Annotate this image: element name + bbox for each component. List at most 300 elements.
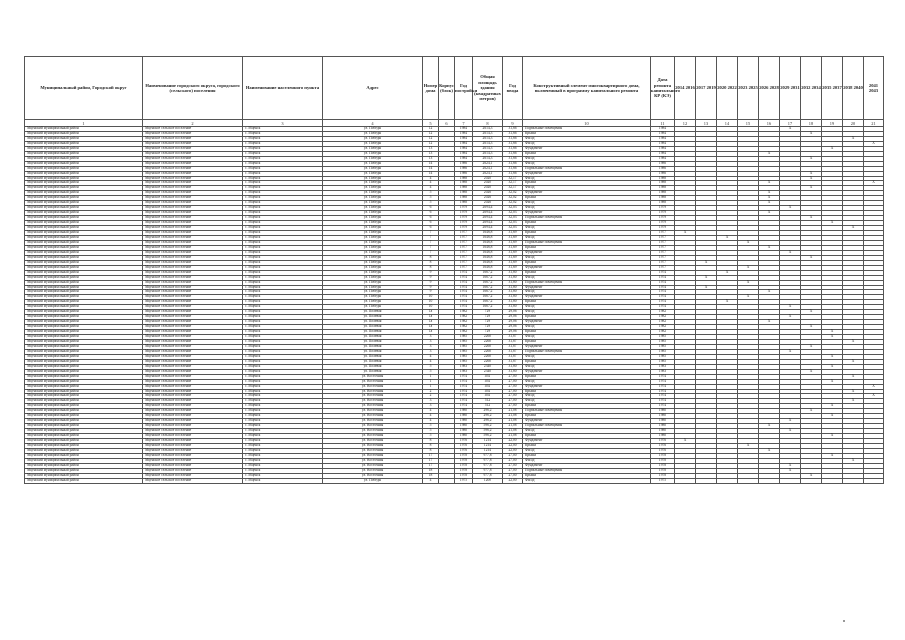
column-header: Наименование городского округа, городского (сельского) поселения bbox=[143, 57, 243, 120]
table-cell: ул. Восточная bbox=[323, 419, 423, 424]
table-cell: 17 bbox=[423, 453, 439, 458]
table-cell: 1976 bbox=[455, 448, 473, 453]
table-cell: Мценское сельское поселение bbox=[143, 186, 243, 191]
table-cell: 729 bbox=[473, 330, 503, 335]
table-cell: 32,17 bbox=[503, 181, 523, 186]
table-cell: Крыша bbox=[523, 260, 651, 265]
table-cell: 31,66 bbox=[503, 171, 523, 176]
table-cell: ул. Победы bbox=[323, 290, 423, 295]
table-cell: Мценский муниципальный район bbox=[25, 453, 143, 458]
year-mark-cell bbox=[822, 478, 843, 483]
table-cell: 27,00 bbox=[503, 473, 523, 478]
table-cell: Крыша bbox=[523, 245, 651, 250]
table-cell: 1985 bbox=[651, 335, 675, 340]
table-cell: 1974 bbox=[455, 384, 473, 389]
table-cell: Мценский муниципальный район bbox=[25, 389, 143, 394]
table-cell: с. Мценск bbox=[243, 330, 323, 335]
table-cell: Мценский муниципальный район bbox=[25, 473, 143, 478]
table-cell: Фундамент bbox=[523, 320, 651, 325]
table-cell: с. Мценск bbox=[243, 315, 323, 320]
table-cell: 5 bbox=[423, 424, 439, 429]
table-cell: 2614,3 bbox=[473, 127, 503, 132]
table-cell: 1984 bbox=[455, 146, 473, 151]
table-cell: 2020 bbox=[473, 181, 503, 186]
table-cell: Мценский муниципальный район bbox=[25, 458, 143, 463]
table-cell: ул. Победы bbox=[323, 176, 423, 181]
table-cell: Мценский муниципальный район bbox=[25, 354, 143, 359]
table-cell: 1979 bbox=[651, 221, 675, 226]
table-cell: Крыша bbox=[523, 330, 651, 335]
table-cell: ул. Восточная bbox=[323, 394, 423, 399]
table-cell: с. Мценск bbox=[243, 349, 323, 354]
table-cell: Мценское сельское поселение bbox=[143, 275, 243, 280]
table-cell: 1974 bbox=[651, 285, 675, 290]
table-cell: с. Мценск bbox=[243, 255, 323, 260]
table-cell: Мценское сельское поселение bbox=[143, 339, 243, 344]
table-cell: 1974 bbox=[651, 300, 675, 305]
column-number: 4 bbox=[323, 120, 423, 127]
table-cell: 1985 bbox=[455, 344, 473, 349]
table-cell: с. Мценск bbox=[243, 359, 323, 364]
table-cell: 1984 bbox=[455, 131, 473, 136]
table-cell: 2340 bbox=[473, 369, 503, 374]
table-cell: ул. Победы bbox=[323, 221, 423, 226]
table-cell: Фасад bbox=[523, 206, 651, 211]
table-cell: 1978 bbox=[455, 458, 473, 463]
column-header: Корпус (блок) bbox=[439, 57, 455, 120]
table-cell: 5 bbox=[423, 364, 439, 369]
table-cell: 21,08 bbox=[503, 424, 523, 429]
table-cell: 8 bbox=[423, 448, 439, 453]
table-cell: Мценский муниципальный район bbox=[25, 463, 143, 468]
table-cell: ул. Победы bbox=[323, 245, 423, 250]
table-cell: ул. Победы bbox=[323, 265, 423, 270]
table-cell: 1а bbox=[423, 310, 439, 315]
table-cell: 2614,3 bbox=[473, 156, 503, 161]
table-cell: с. Мценск bbox=[243, 231, 323, 236]
table-cell: 1974 bbox=[455, 394, 473, 399]
table-cell: Мценский муниципальный район bbox=[25, 245, 143, 250]
table-cell: 1667,2 bbox=[473, 285, 503, 290]
table-cell: 1980 bbox=[455, 409, 473, 414]
table-cell: 1984 bbox=[651, 151, 675, 156]
table-cell: ул. Полевая bbox=[323, 359, 423, 364]
table-cell: 21,08 bbox=[503, 434, 523, 439]
table-cell: 1974 bbox=[651, 275, 675, 280]
table-cell: Мценский муниципальный район bbox=[25, 414, 143, 419]
table-cell: Фундамент bbox=[523, 344, 651, 349]
table-cell: 1975 bbox=[455, 478, 473, 483]
table-cell: 2614,3 bbox=[473, 136, 503, 141]
table-cell: 1974 bbox=[651, 305, 675, 310]
table-cell: 1646,8 bbox=[473, 240, 503, 245]
table-cell: 1980 bbox=[651, 424, 675, 429]
year-mark-cell bbox=[864, 478, 884, 483]
table-cell: 31,69 bbox=[503, 255, 523, 260]
table-cell: с. Мценск bbox=[243, 453, 323, 458]
table-cell: ул. Победы bbox=[323, 255, 423, 260]
table-cell: 27,00 bbox=[503, 399, 523, 404]
table-cell: Мценское сельское поселение bbox=[143, 419, 243, 424]
table-cell: 1974 bbox=[651, 389, 675, 394]
table-cell: 18 bbox=[423, 468, 439, 473]
table-cell: 14 bbox=[423, 171, 439, 176]
table-cell: Мценский муниципальный район bbox=[25, 404, 143, 409]
table-cell: Крыша bbox=[523, 374, 651, 379]
table-cell: 1974 bbox=[651, 280, 675, 285]
table-cell: 1667,2 bbox=[473, 290, 503, 295]
table-cell: ул. Победы bbox=[323, 146, 423, 151]
table-cell: 296,2 bbox=[473, 419, 503, 424]
table-cell: Крыша bbox=[523, 231, 651, 236]
table-cell: 2 bbox=[423, 394, 439, 399]
table-cell: Мценский муниципальный район bbox=[25, 196, 143, 201]
table-cell: Крыша bbox=[523, 389, 651, 394]
table-cell: Мценское сельское поселение bbox=[143, 211, 243, 216]
table-cell: 1646,8 bbox=[473, 260, 503, 265]
column-number: 11 bbox=[651, 120, 675, 127]
column-header: 2035 2037 bbox=[822, 57, 843, 120]
table-cell: 31,66 bbox=[503, 136, 523, 141]
table-cell: с. Мценск bbox=[243, 305, 323, 310]
table-cell: 1984 bbox=[651, 127, 675, 132]
table-cell: ул. Победы bbox=[323, 131, 423, 136]
column-header: Адрес bbox=[323, 57, 423, 120]
table-cell: Мценское сельское поселение bbox=[143, 439, 243, 444]
table-cell: Крыша bbox=[523, 339, 651, 344]
table-cell: ул. Восточная bbox=[323, 414, 423, 419]
table-cell: 492 bbox=[473, 379, 503, 384]
table-cell: Мценское сельское поселение bbox=[143, 255, 243, 260]
table-cell: Мценское сельское поселение bbox=[143, 196, 243, 201]
table-cell: 1984 bbox=[455, 141, 473, 146]
table-cell: Фасад bbox=[523, 364, 651, 369]
table-cell: 1214 bbox=[473, 444, 503, 449]
table-cell: 13 bbox=[423, 151, 439, 156]
table-cell: Мценское сельское поселение bbox=[143, 399, 243, 404]
year-mark-cell: X bbox=[864, 141, 884, 146]
table-cell: ул. Полевая bbox=[323, 330, 423, 335]
table-cell: Мценский муниципальный район bbox=[25, 171, 143, 176]
table-cell: Фундамент bbox=[523, 265, 651, 270]
table-cell: 32,03 bbox=[503, 206, 523, 211]
table-cell: ул. Восточная bbox=[323, 463, 423, 468]
table-cell: 1974 bbox=[455, 290, 473, 295]
table-cell: Мценское сельское поселение bbox=[143, 473, 243, 478]
table-cell: 29,06 bbox=[503, 315, 523, 320]
table-cell: 1984 bbox=[455, 127, 473, 132]
table-cell: Мценское сельское поселение bbox=[143, 379, 243, 384]
column-number: 10 bbox=[523, 120, 651, 127]
year-mark-cell: X bbox=[822, 414, 843, 419]
table-cell: Подвальные помещения bbox=[523, 127, 651, 132]
table-cell: ул. Победы bbox=[323, 216, 423, 221]
table-cell: 492 bbox=[473, 389, 503, 394]
table-cell: 1982 bbox=[651, 310, 675, 315]
table-cell: Мценское сельское поселение bbox=[143, 429, 243, 434]
table-cell: 1980 bbox=[455, 414, 473, 419]
table-cell: 1978 bbox=[651, 463, 675, 468]
table-cell: Мценское сельское поселение bbox=[143, 136, 243, 141]
table-cell: 1а bbox=[423, 325, 439, 330]
table-cell: Мценское сельское поселение bbox=[143, 344, 243, 349]
table-cell: Крыша bbox=[523, 221, 651, 226]
table-cell: 1982 bbox=[651, 315, 675, 320]
table-cell: с. Мценск bbox=[243, 458, 323, 463]
table-cell: 1979 bbox=[651, 211, 675, 216]
table-cell: 2614,3 bbox=[473, 146, 503, 151]
year-mark-cell bbox=[738, 478, 759, 483]
table-cell: 31,80 bbox=[503, 369, 523, 374]
year-mark-cell: X bbox=[801, 409, 822, 414]
table-cell: 1 bbox=[423, 379, 439, 384]
table-cell: ул. Победы bbox=[323, 280, 423, 285]
table-cell: Мценский муниципальный район bbox=[25, 255, 143, 260]
table-cell: Мценское сельское поселение bbox=[143, 414, 243, 419]
table-cell: Фундамент bbox=[523, 146, 651, 151]
table-cell: 1985 bbox=[651, 344, 675, 349]
year-mark-cell: X bbox=[801, 325, 822, 330]
year-mark-cell: X bbox=[843, 399, 864, 404]
table-cell: Фасад bbox=[523, 176, 651, 181]
year-mark-cell: X bbox=[801, 473, 822, 478]
table-cell: ул. Полевая bbox=[323, 315, 423, 320]
year-mark-cell: X bbox=[843, 359, 864, 364]
year-mark-cell: X bbox=[780, 419, 801, 424]
table-cell: 4 bbox=[423, 478, 439, 483]
table-cell: ул. Восточная bbox=[323, 458, 423, 463]
table-cell: Мценский муниципальный район bbox=[25, 394, 143, 399]
table-cell: 1977 bbox=[651, 245, 675, 250]
table-cell: Мценское сельское поселение bbox=[143, 290, 243, 295]
table-cell: Мценский муниципальный район bbox=[25, 181, 143, 186]
table-cell: Мценское сельское поселение bbox=[143, 131, 243, 136]
table-cell: 729 bbox=[473, 320, 503, 325]
table-cell: 9 bbox=[423, 280, 439, 285]
table-cell: 31,87 bbox=[503, 335, 523, 340]
table-cell: Фасад bbox=[523, 429, 651, 434]
table-cell: Мценский муниципальный район bbox=[25, 176, 143, 181]
table-cell: Мценский муниципальный район bbox=[25, 221, 143, 226]
year-mark-cell: X bbox=[780, 305, 801, 310]
table-cell: 1984 bbox=[651, 141, 675, 146]
table-cell: Фасад bbox=[523, 305, 651, 310]
table-cell: ул. Победы bbox=[323, 235, 423, 240]
table-cell: Крыша bbox=[523, 151, 651, 156]
table-cell: 729 bbox=[473, 325, 503, 330]
table-cell: 2260 bbox=[473, 349, 503, 354]
table-cell: 27,00 bbox=[503, 404, 523, 409]
table-cell: 1977 bbox=[651, 240, 675, 245]
table-cell: 1974 bbox=[651, 379, 675, 384]
table-cell: ул. Победы bbox=[323, 295, 423, 300]
table-cell: 31,66 bbox=[503, 127, 523, 132]
table-cell: с. Мценск bbox=[243, 191, 323, 196]
table-cell: Мценский муниципальный район bbox=[25, 448, 143, 453]
table-cell: 1983 bbox=[455, 369, 473, 374]
year-mark-cell: X bbox=[864, 394, 884, 399]
table-cell: 1988 bbox=[455, 181, 473, 186]
table-cell: Фасад bbox=[523, 186, 651, 191]
table-cell: 31,66 bbox=[503, 146, 523, 151]
year-mark-cell: X bbox=[822, 364, 843, 369]
year-mark-cell: X bbox=[801, 344, 822, 349]
table-cell: 1646,8 bbox=[473, 235, 503, 240]
year-mark-cell bbox=[801, 478, 822, 483]
table-cell: Фасад bbox=[523, 275, 651, 280]
column-header: 2041 2043 bbox=[864, 57, 884, 120]
table-cell: 1974 bbox=[651, 374, 675, 379]
year-mark-cell: X bbox=[696, 260, 717, 265]
table-cell: ул. Восточная bbox=[323, 384, 423, 389]
table-cell: Мценский муниципальный район bbox=[25, 191, 143, 196]
table-cell: с. Мценск bbox=[243, 221, 323, 226]
column-header: 2029 2031 bbox=[780, 57, 801, 120]
table-cell: с. Мценск bbox=[243, 171, 323, 176]
table-cell: 1976 bbox=[651, 439, 675, 444]
table-cell: Мценский муниципальный район bbox=[25, 344, 143, 349]
table-cell: с. Мценск bbox=[243, 136, 323, 141]
table-cell: ул. Полевая bbox=[323, 325, 423, 330]
table-cell: 1982 bbox=[455, 330, 473, 335]
column-header: 2026 2028 bbox=[759, 57, 780, 120]
column-header: Конструктивный элемент многоквартирного дома, включенный в программу капитального ремонта bbox=[523, 57, 651, 120]
table-cell: 1985 bbox=[455, 359, 473, 364]
table-cell: 1984 bbox=[651, 136, 675, 141]
table-cell: с. Мценск bbox=[243, 240, 323, 245]
table-cell: с. Мценск bbox=[243, 226, 323, 231]
table-cell: 22,00 bbox=[503, 439, 523, 444]
table-cell: Мценское сельское поселение bbox=[143, 181, 243, 186]
table-cell: Мценский муниципальный район bbox=[25, 216, 143, 221]
table-cell: с. Мценск bbox=[243, 444, 323, 449]
column-number: 3 bbox=[243, 120, 323, 127]
column-number: 5 bbox=[423, 120, 439, 127]
table-cell: 1979 bbox=[455, 206, 473, 211]
column-number: 15 bbox=[738, 120, 759, 127]
table-cell: 1977 bbox=[455, 265, 473, 270]
column-number: 20 bbox=[843, 120, 864, 127]
table-cell: Мценское сельское поселение bbox=[143, 250, 243, 255]
table-cell: Мценский муниципальный район bbox=[25, 156, 143, 161]
table-cell: 1982 bbox=[455, 310, 473, 315]
column-number: 17 bbox=[780, 120, 801, 127]
table-cell: Мценский муниципальный район bbox=[25, 285, 143, 290]
table-cell: 2614,3 bbox=[473, 141, 503, 146]
table-cell: Мценский муниципальный район bbox=[25, 260, 143, 265]
table-cell: Крыша bbox=[523, 453, 651, 458]
table-cell: ул. Победы bbox=[323, 231, 423, 236]
table-cell: Мценское сельское поселение bbox=[143, 235, 243, 240]
table-cell: 1977 bbox=[455, 255, 473, 260]
year-mark-cell: X bbox=[780, 463, 801, 468]
table-cell: 1974 bbox=[455, 270, 473, 275]
table-cell: Мценское сельское поселение bbox=[143, 453, 243, 458]
year-mark-cell: X bbox=[843, 389, 864, 394]
table-cell: с. Мценск bbox=[243, 290, 323, 295]
table-cell: ул. Победы bbox=[323, 186, 423, 191]
table-cell: Фасад bbox=[523, 458, 651, 463]
table-cell: 1984 bbox=[651, 156, 675, 161]
column-number: 21 bbox=[864, 120, 884, 127]
table-cell: Фундамент bbox=[523, 250, 651, 255]
table-cell: 27,00 bbox=[503, 468, 523, 473]
table-cell: 1646,8 bbox=[473, 231, 503, 236]
year-mark-cell: X bbox=[738, 265, 759, 270]
table-cell: 1980 bbox=[455, 429, 473, 434]
table-cell: Мценское сельское поселение bbox=[143, 374, 243, 379]
table-cell: 8 bbox=[423, 444, 439, 449]
table-cell: 1985 bbox=[455, 349, 473, 354]
table-cell: 1988 bbox=[455, 196, 473, 201]
table-cell: 1а bbox=[423, 330, 439, 335]
table-cell: Фундамент bbox=[523, 191, 651, 196]
column-number: 18 bbox=[801, 120, 822, 127]
table-cell: 5 bbox=[423, 191, 439, 196]
table-cell: 1979 bbox=[455, 226, 473, 231]
column-number: 7 bbox=[455, 120, 473, 127]
table-cell: 32,03 bbox=[503, 211, 523, 216]
table-cell: 2026 bbox=[473, 191, 503, 196]
year-mark-cell: X bbox=[759, 191, 780, 196]
table-cell: 1986 bbox=[651, 171, 675, 176]
table-cell: 1982 bbox=[455, 325, 473, 330]
table-cell: 1646,8 bbox=[473, 255, 503, 260]
year-mark-cell: X bbox=[822, 335, 843, 340]
column-header: 2017 2019 bbox=[696, 57, 717, 120]
table-cell: 31,66 bbox=[503, 166, 523, 171]
table-cell: 4 bbox=[423, 354, 439, 359]
table-cell: Крыша bbox=[523, 444, 651, 449]
table-cell: 31,80 bbox=[503, 305, 523, 310]
table-cell: 31,87 bbox=[503, 359, 523, 364]
table-cell: Мценское сельское поселение bbox=[143, 161, 243, 166]
table-cell: ул. Восточная bbox=[323, 444, 423, 449]
table-cell: с. Мценск bbox=[243, 141, 323, 146]
table-cell: 1978 bbox=[455, 468, 473, 473]
table-cell: 729 bbox=[473, 315, 503, 320]
table-cell: с. Мценск bbox=[243, 379, 323, 384]
table-cell: ул. Победы bbox=[323, 141, 423, 146]
table-cell: 12 bbox=[423, 141, 439, 146]
table-cell: с. Мценск bbox=[243, 161, 323, 166]
year-mark-cell: X bbox=[843, 374, 864, 379]
table-cell: Мценский муниципальный район bbox=[25, 335, 143, 340]
table-cell: 31,69 bbox=[503, 250, 523, 255]
table-cell: Фундамент bbox=[523, 211, 651, 216]
table-cell: Мценский муниципальный район bbox=[25, 131, 143, 136]
table-cell: 1667,2 bbox=[473, 280, 503, 285]
year-mark-cell: X bbox=[864, 181, 884, 186]
table-cell: ул. Победы bbox=[323, 156, 423, 161]
table-cell: Мценский муниципальный район bbox=[25, 310, 143, 315]
table-cell: ул. Восточная bbox=[323, 409, 423, 414]
table-cell: 4 bbox=[423, 176, 439, 181]
table-cell: Мценское сельское поселение bbox=[143, 285, 243, 290]
table-cell: 1974 bbox=[455, 374, 473, 379]
column-number: 1 bbox=[25, 120, 143, 127]
table-cell: ул. Полевая bbox=[323, 335, 423, 340]
table-cell: Фундамент bbox=[523, 463, 651, 468]
table-cell: с. Мценск bbox=[243, 156, 323, 161]
table-cell: 4 bbox=[423, 181, 439, 186]
table-cell: 1214 bbox=[473, 448, 503, 453]
table-cell: 1667,2 bbox=[473, 275, 503, 280]
table-cell: 27,00 bbox=[503, 374, 523, 379]
table-cell: 1979 bbox=[455, 211, 473, 216]
table-cell: 27,00 bbox=[503, 379, 523, 384]
table-cell: 2020 bbox=[473, 176, 503, 181]
